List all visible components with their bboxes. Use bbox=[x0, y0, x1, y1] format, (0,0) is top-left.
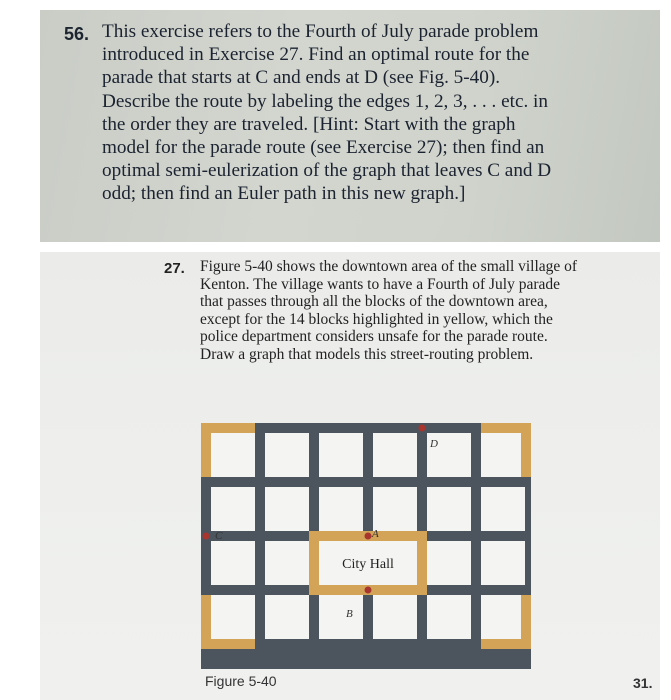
block bbox=[265, 541, 309, 585]
block bbox=[373, 433, 417, 477]
block bbox=[211, 487, 255, 531]
block bbox=[481, 541, 525, 585]
exercise-27-line: police department considers unsafe for the parade route. bbox=[200, 328, 548, 346]
unsafe-block-segment bbox=[481, 639, 531, 649]
exercise-56-line: This exercise refers to the Fourth of July parade problem bbox=[102, 21, 539, 42]
label-a: A bbox=[372, 528, 379, 540]
label-d: D bbox=[430, 438, 438, 450]
exercise-56-line: Describe the route by labeling the edges 1, 2, 3, . . . etc. in bbox=[102, 90, 548, 112]
exercise-27-panel bbox=[40, 252, 660, 700]
block bbox=[265, 595, 309, 639]
block bbox=[373, 595, 417, 639]
exercise-27-line: Draw a graph that models this street-routing problem. bbox=[200, 345, 534, 363]
block bbox=[427, 595, 471, 639]
exercise-27-line: except for the 14 blocks highlighted in yellow, which the bbox=[200, 310, 553, 328]
exercise-56-number: 56. bbox=[64, 24, 90, 44]
exercise-27-line: that passes through all the blocks of the downtown area, bbox=[200, 293, 548, 311]
block bbox=[211, 595, 255, 639]
label-b: B bbox=[346, 608, 353, 620]
unsafe-block-segment bbox=[201, 639, 255, 649]
label-c: C bbox=[215, 530, 223, 542]
city-hall-label: City Hall bbox=[342, 557, 394, 572]
block bbox=[481, 433, 525, 477]
unsafe-block-segment bbox=[309, 531, 319, 595]
exercise-56-line: odd; then find an Euler path in this new graph.] bbox=[102, 183, 466, 205]
exercise-56-line: optimal semi-eulerization of the graph that leaves C and D bbox=[102, 160, 552, 182]
exercise-56-line: model for the parade route (see Exercise 27); then find an bbox=[102, 137, 545, 159]
figure-caption: Figure 5-40 bbox=[205, 673, 277, 689]
block bbox=[481, 595, 525, 639]
block bbox=[427, 487, 471, 531]
block bbox=[319, 487, 363, 531]
block bbox=[427, 541, 471, 585]
page-number: 31. bbox=[633, 675, 653, 691]
exercise-27-line: Kenton. The village wants to have a Fourth of July parade bbox=[200, 275, 560, 293]
exercise-56-panel bbox=[40, 10, 660, 242]
exercise-56-line: parade that starts at C and ends at D (see Fig. 5-40). bbox=[102, 67, 501, 89]
point-b bbox=[365, 587, 372, 594]
street-map-figure bbox=[201, 423, 531, 669]
unsafe-block-segment bbox=[201, 423, 211, 477]
block bbox=[211, 541, 255, 585]
block bbox=[373, 487, 417, 531]
point-c bbox=[203, 533, 210, 540]
exercise-27-number: 27. bbox=[164, 260, 185, 277]
block bbox=[265, 487, 309, 531]
point-d bbox=[419, 425, 426, 432]
exercise-56-line: introduced in Exercise 27. Find an optimal route for the bbox=[102, 44, 530, 66]
exercise-56-text bbox=[102, 20, 650, 206]
exercise-27-text bbox=[200, 258, 640, 364]
block bbox=[211, 433, 255, 477]
block bbox=[319, 595, 363, 639]
unsafe-block-segment bbox=[521, 423, 531, 477]
block bbox=[319, 433, 363, 477]
exercise-56-line: the order they are traveled. [Hint: Start with the graph bbox=[102, 113, 516, 135]
block bbox=[481, 487, 525, 531]
point-a bbox=[365, 533, 372, 540]
unsafe-block-segment bbox=[417, 531, 427, 595]
block bbox=[265, 433, 309, 477]
exercise-27-line: Figure 5-40 shows the downtown area of the small village of bbox=[200, 258, 578, 275]
